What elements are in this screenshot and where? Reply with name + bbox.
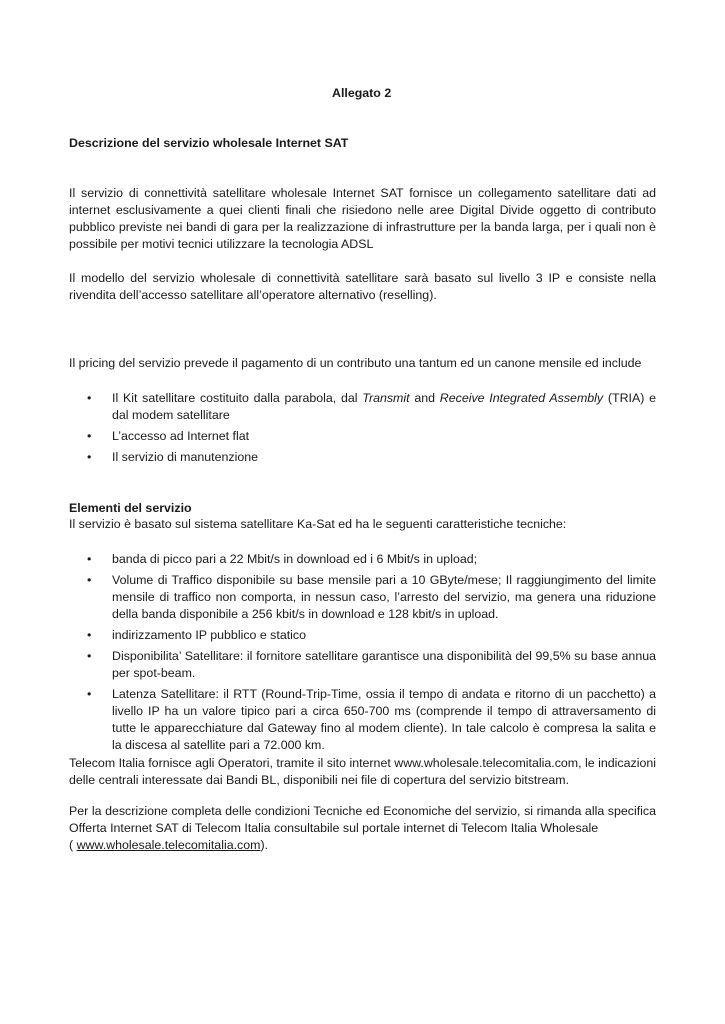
bullet-icon: • bbox=[87, 552, 92, 566]
intro-paragraph: Il servizio di connettività satellitare wholesale Internet SAT fornisce un collegamento satellitare dati ad internet esclusivamente a quei clienti finali che risiedono nelle aree Digital Divide oggetto di contributo pubblico previste nei bandi di gara per la realizzazione di infrastrutture per la banda larga, per i quali non è possibile per motivi tecnici utilizzare la tecnologia ADSL bbox=[69, 186, 656, 251]
bullet-icon: • bbox=[87, 628, 92, 642]
elements-title: Elementi del servizio bbox=[69, 501, 192, 515]
bullet-icon: • bbox=[87, 649, 92, 663]
technical-item-text: Volume di Traffico disponibile su base mensile pari a 10 GByte/mese; Il raggiungimento del limite mensile di traffico non comporta, in nessun caso, l’arresto del servizio, ma genera una riduzione della banda disponibile a 256 kbit/s in download e 128 kbit/s in upload. bbox=[112, 573, 656, 621]
list-item-access bbox=[69, 428, 656, 445]
technical-item-text: banda di picco pari a 22 Mbit/s in download ed i 6 Mbit/s in upload; bbox=[112, 552, 478, 566]
bullet-icon: • bbox=[87, 391, 92, 405]
list-item bbox=[69, 648, 656, 682]
kit-text-after: (TRIA) e dal modem satellitare bbox=[112, 391, 657, 422]
annex-title: Allegato 2 bbox=[332, 86, 392, 100]
list-item-maintenance bbox=[69, 449, 656, 466]
kit-and: and bbox=[409, 391, 440, 405]
maintenance-text: Il servizio di manutenzione bbox=[112, 450, 259, 464]
bullet-icon: • bbox=[87, 450, 92, 464]
technical-list bbox=[69, 551, 656, 758]
technical-item-text: Disponibilita’ Satellitare: il fornitore satellitare garantisce una disponibilità del 99,5% su base annua per spot-beam. bbox=[112, 649, 656, 680]
close-paren: ). bbox=[260, 838, 269, 852]
technical-item-text: indirizzamento IP pubblico e statico bbox=[112, 628, 306, 642]
elements-intro: Il servizio è basato sul sistema satellitare Ka-Sat ed ha le seguenti caratteristiche tecniche: bbox=[69, 517, 567, 531]
pricing-paragraph: Il pricing del servizio prevede il pagamento di un contributo una tantum ed un canone mensile ed include bbox=[69, 356, 642, 370]
access-text: L’accesso ad Internet flat bbox=[112, 429, 250, 443]
list-item bbox=[69, 551, 656, 568]
list-item bbox=[69, 572, 656, 623]
open-paren: ( bbox=[69, 838, 77, 852]
kit-transmit: Transmit bbox=[362, 391, 410, 405]
pricing-list bbox=[69, 390, 656, 470]
closing-text: Per la descrizione completa delle condizioni Tecniche ed Economiche del servizio, si rimanda alla specifica Offerta Internet SAT di Telecom Italia consultabile sul portale internet di Telecom Italia Wholesale bbox=[69, 804, 656, 835]
list-item-kit bbox=[69, 390, 656, 424]
technical-item-text: Latenza Satellitare: il RTT (Round-Trip-Time, ossia il tempo di andata e ritorno di un pacchetto) a livello IP ha un valore tipico pari a circa 650-700 ms (comprende il tempo di attraversamento di tutte le apparecchiature dal Gateway fino al modem cliente). In tale calcolo è compresa la salita e la discesa al satellite pari a 72.000 km. bbox=[112, 687, 656, 752]
section-title: Descrizione del servizio wholesale Internet SAT bbox=[69, 136, 349, 150]
bullet-icon: • bbox=[87, 573, 92, 587]
bullet-icon: • bbox=[87, 429, 92, 443]
model-paragraph: Il modello del servizio wholesale di connettività satellitare sarà basato sul livello 3 IP e consiste nella rivendita dell’accesso satellitare all’operatore alternativo (reselling). bbox=[69, 271, 656, 302]
kit-receive: Receive Integrated Assembly bbox=[439, 391, 604, 405]
kit-text-before: Il Kit satellitare costituito dalla parabola, dal bbox=[112, 391, 363, 405]
bullet-icon: • bbox=[87, 687, 92, 701]
list-item bbox=[69, 627, 656, 644]
closing-paragraph bbox=[69, 803, 656, 854]
list-item bbox=[69, 686, 656, 754]
wholesale-portal-link[interactable]: www.wholesale.telecomitalia.com bbox=[76, 838, 261, 852]
telecom-paragraph: Telecom Italia fornisce agli Operatori, tramite il sito internet www.wholesale.telecomitalia.com, le indicazioni delle centrali interessate dai Bandi BL, disponibili nei file di copertura del servizio bitstream. bbox=[69, 756, 656, 787]
